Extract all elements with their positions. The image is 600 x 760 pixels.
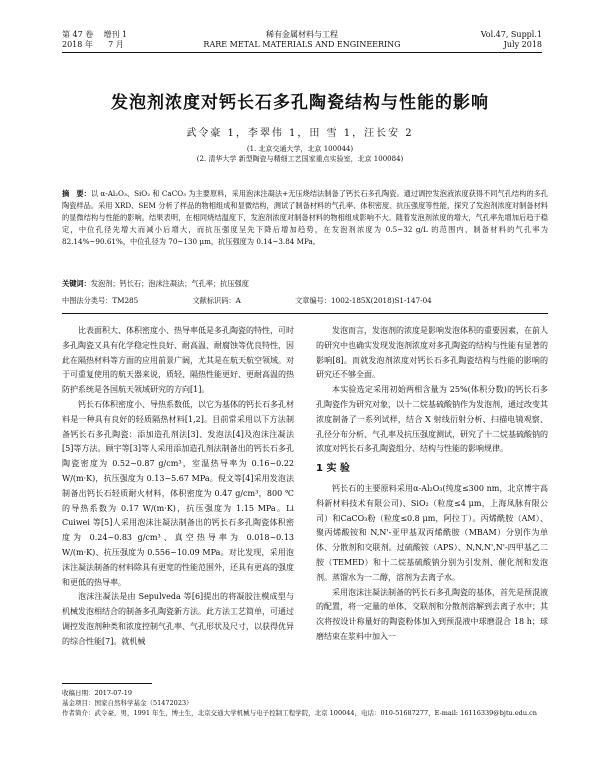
- body-paragraph: 发泡而言，发泡剂的浓度是影响发泡体积的重要因素，在前人的研究中也确实发现发泡剂浓度对多孔陶瓷的结构与性能有显著的影响[8]。而就发泡剂浓度对钙长石多孔陶瓷结构与性能的影响的研究还不够全面。: [316, 326, 548, 380]
- supplement-cn: 增刊 1: [103, 30, 128, 39]
- running-header: [62, 30, 542, 52]
- footnote: [62, 688, 548, 718]
- body-paragraph: 泡沫注凝法是由 Sepulveda 等[6]提出的将凝胶注模成型与机械发泡相结合的制备多孔陶瓷新方法。此方法工艺简单，可通过调控发泡剂种类和浓度控制气孔率、气孔形状及尺寸，以获得优异的综合性能[7]。就机械: [62, 592, 294, 646]
- abstract: [62, 188, 548, 248]
- body-column-left: [62, 324, 294, 650]
- author-list: 武令豪 1，李翠伟 1，田 雪 1，汪长安 2: [186, 128, 414, 139]
- volume-cn: 第 47 卷: [62, 30, 94, 39]
- abstract-label: 摘 要：: [62, 189, 91, 198]
- clc-number: 中图法分类号：TM285: [62, 296, 139, 305]
- body-paragraph: 本实验选定采用初始两相含量为 25%(体积分数)的钙长石多孔陶瓷作为研究对象，以十二烷基硫酸钠作为发泡剂，通过改变其浓度制备了一系列试样，结合 X 射线衍射分析、扫描电镜观察、孔径分布分析、气孔率及抗压强度测试，研究了十二烷基硫酸钠的浓度对钙长石多孔陶瓷组分、结构与性能的影响规律。: [316, 385, 548, 454]
- body-paragraph: 采用泡沫注凝法制备的钙长石多孔陶瓷的基体，首先是预混液的配置，将一定量的单体、交联剂和分散剂溶解到去离子水中；其次将按设计称量好的陶瓷粉体加入到预混液中球磨混合 18 h；球磨结束在浆料中加入一: [316, 587, 548, 641]
- affiliation-1: (1. 北京交通大学，北京 100044): [246, 145, 354, 153]
- affiliation-2: (2. 清华大学 新型陶瓷与精细工艺国家重点实验室，北京 100084): [196, 155, 404, 163]
- year-cn: 2018 年: [62, 40, 93, 49]
- fund-info: 基金项目：国家自然科学基金（51472023）: [62, 699, 193, 707]
- body-paragraph: 钙长石的主要原料采用α-Al₂O₃(纯度≤300 nm，北京博宇高科新材料技术有限公司)、SiO₂（粒度≤4 μm，上海凤脉有限公司）和CaCO₃粉（粒度≤0.8 μm，阿拉丁）。丙烯酰胺（AM）、聚丙烯酸铵和 N,N'-亚甲基双丙烯酰胺（MBAM）分别作为单体、分散剂和交联剂。过硫酸铵（APS）、N,N,N',N'-四甲基乙二胺（TEMED）和十二烷基硫酸钠分别为引发剂、催化剂和发泡剂。蒸馏水为一二醇，溶剂为去离子水。: [316, 483, 548, 582]
- author-bio: 作者简介：武令豪，男，1991 年生，博士生，北京交通大学机械与电子控制工程学院，北京 100044，电话：010-51687277，E-mail: 16116339@bjtu.edu.cn: [62, 709, 537, 717]
- classification-line: [62, 296, 548, 306]
- affiliations: [60, 144, 540, 164]
- footnote-rule: [62, 683, 152, 684]
- abstract-text: 以 α-Al₂O₃、SiO₂ 和 CaCO₃ 为主要原料，采用泡沫注凝法+无压烧结法制备了钙长石多孔陶瓷。通过调控发泡液浓度获得不同气孔结构的多孔陶瓷样品。采用 XRD、SEM 分析了样品的物相组成和显微结构，测试了制备材料的气孔率、体积密度、抗压强度等性能，探究了发泡剂浓度对制备材料的显微结构与性能的影响。结果表明，在相同烧结温度下，发泡剂浓度对制备材料的物相组成影响不大。随着发泡剂浓度的增大，气孔率先增加后趋于稳定，中位孔径先增大而减小后增大，而抗压强度呈先下降后增加趋势，在发泡剂浓度为 0.5~32 g/L 的范围内，制备材料的气孔率为 82.14%~90.61%，中位孔径为 70~130 μm，抗压强度为 0.14~3.84 MPa。: [62, 189, 548, 246]
- header-rule: [62, 52, 542, 53]
- header-right: [481, 30, 542, 50]
- date-en: July 2018: [503, 40, 542, 49]
- month-cn: 7 月: [108, 40, 124, 49]
- keywords-text: 发泡剂；钙长石；泡沫注凝法；气孔率；抗压强度: [90, 279, 249, 288]
- article-id: 文章编号：1002-185X(2018)S1-147-04: [295, 296, 432, 305]
- journal-name-cn: 稀有金属材料与工程: [266, 30, 338, 39]
- paper-title: 发泡剂浓度对钙长石多孔陶瓷结构与性能的影响: [111, 93, 489, 113]
- body-paragraph: 钙长石体积密度小、导热系数低，以它为基体的钙长石多孔材料是一种具有良好的轻质隔热材料[1,2]。目前常采用以下方法制备钙长石多孔陶瓷：添加造孔剂法[3]、发泡法[4]及泡沫注凝法[5]等方法。顾宇等[3]等人采用添加造孔剂法制备出的钙长石多孔陶瓷密度为 0.52~0.87 g/cm³，室温热导率为 0.16~0.22 W/(m·K)，抗压强度为 0.13~5.67 MPa。倪文等[4]采用发泡法制备出钙长石轻质耐火材料，体积密度为 0.47 g/cm³，800 ℃的导热系数为 0.17 W/(m·K)，抗压强度为 1.15 MPa。Li Cuiwei 等[5]人采用泡沫注凝法制备出的钙长石多孔陶瓷体积密度为 0.24~0.83 g/cm³、真空热导率为 0.018~0.13 W/(m·K)、抗压强度为 0.556~10.09 MPa。对比发现，采用泡沫注凝法制备的材料除具有更宽的性能范围外，还具有更高的强度和更低的热导率。: [62, 399, 294, 587]
- abstract-rule: [62, 313, 548, 314]
- journal-name-en: RARE METAL MATERIALS AND ENGINEERING: [203, 40, 401, 49]
- body-paragraph: 比表面积大、体积密度小、热导率低是多孔陶瓷的特性，可时多孔陶瓷又具有化学稳定性良好、耐高温、耐腐蚀等优良特性，因此在隔热材料等方面的应用前景广阔，尤其是在航天航空领域。对于可重复使用的航天器来说，质轻、隔热性能更好、更耐高温的热防护系统是各国航天领域研究的方向[1]。: [62, 326, 294, 395]
- volume-en: Vol.47, Suppl.1: [480, 30, 542, 39]
- keywords: [62, 279, 548, 289]
- section-heading: 1 实 验: [316, 463, 350, 475]
- keywords-label: 关键词：: [62, 279, 91, 288]
- received-date: 收稿日期：2017-07-19: [62, 689, 132, 697]
- header-center: [62, 30, 542, 50]
- body-column-right: [316, 324, 548, 645]
- document-code: 文献标识码：A: [192, 296, 241, 305]
